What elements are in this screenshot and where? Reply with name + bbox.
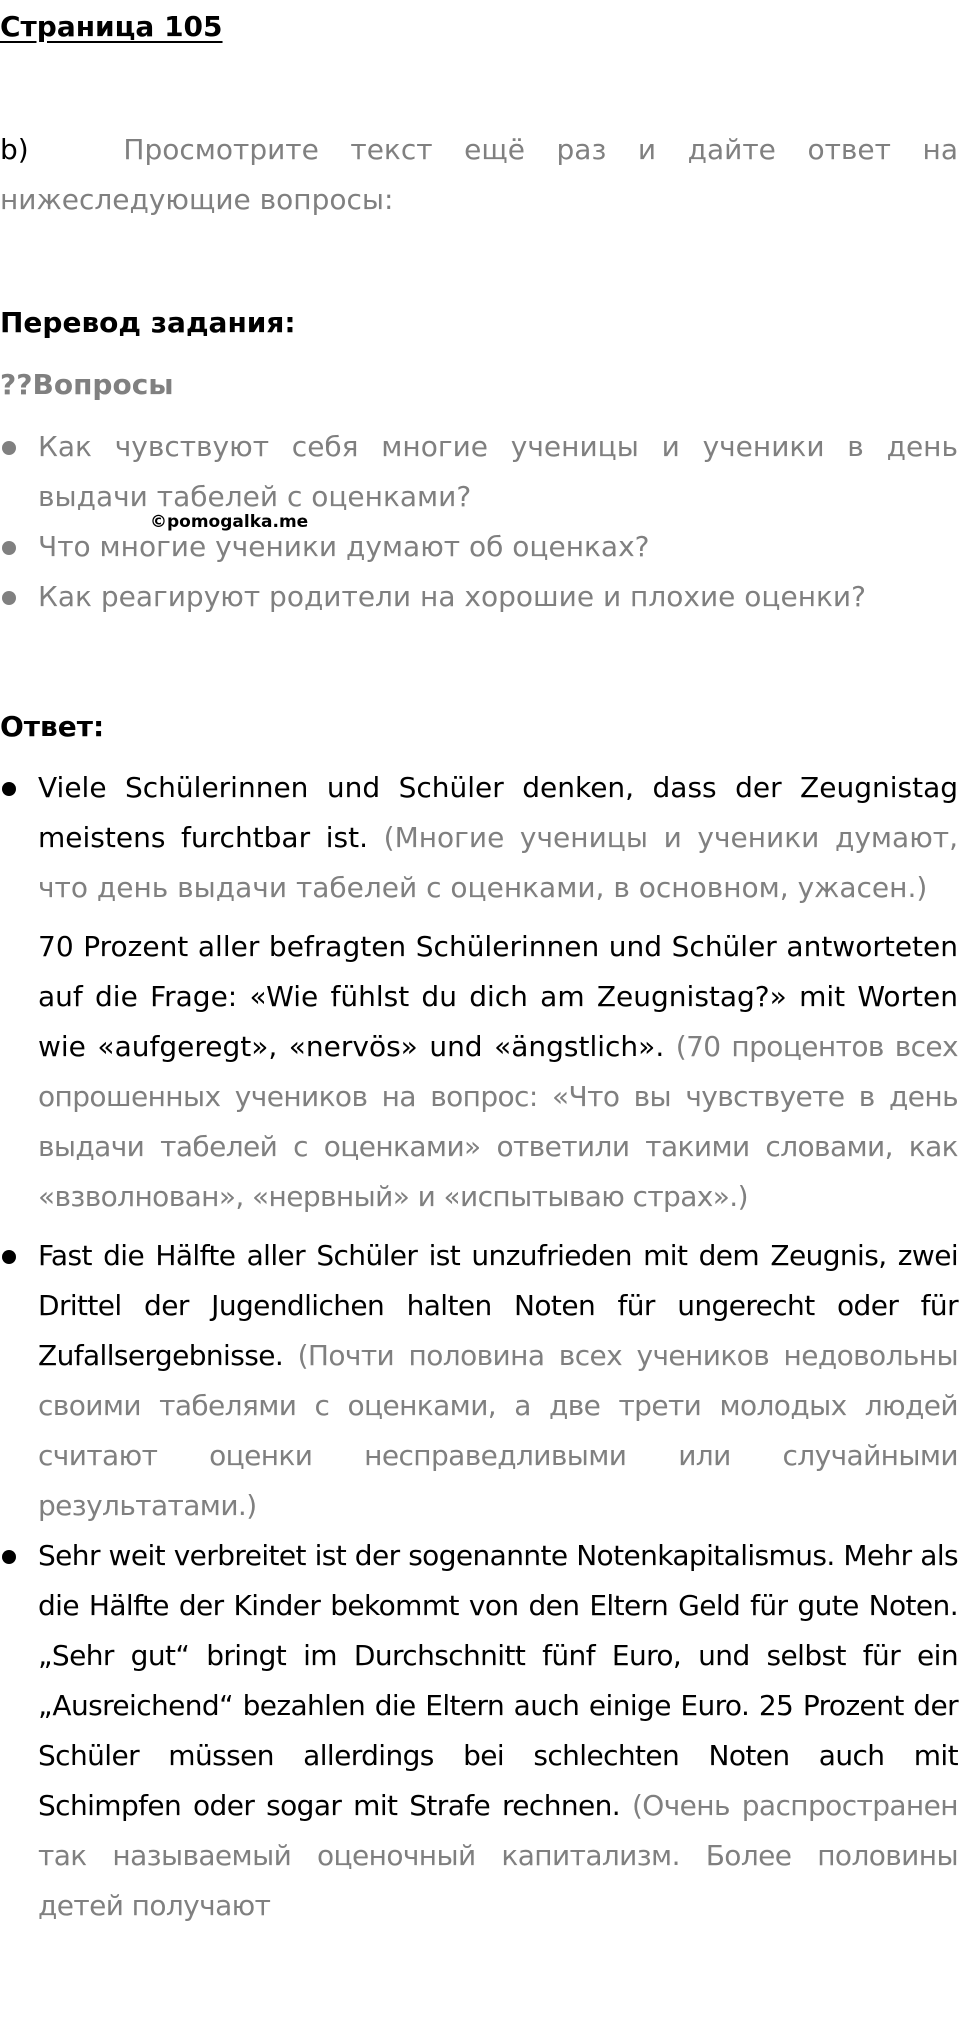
russian-translation: (70 процентов всех опрошенных учеников на вопрос: «Что вы чувствуете в день выдачи табелей с оценками» ответили такими словами, как «взволнован», «нервный» и «испытываю страх».) (38, 1030, 958, 1213)
answer-paragraph (38, 763, 958, 913)
bullet-icon (2, 1250, 16, 1264)
answer-heading: Ответ: (0, 710, 105, 743)
translation-subheading: ??Вопросы (0, 368, 174, 401)
task-text: Просмотрите текст ещё раз и дайте ответ на нижеследующие вопросы: (0, 133, 958, 216)
russian-translation: (Очень распространен так называемый оценочный капитализм. Более половины детей получают (38, 1789, 958, 1922)
task-label: b) (0, 133, 29, 166)
russian-translation: (Почти половина всех учеников недовольны своими табелями с оценками, а две трети молодых людей считают оценки несправедливыми или случайными результатами.) (38, 1339, 958, 1522)
bullet-icon (2, 441, 16, 455)
page-title: Страница 105 (0, 10, 223, 43)
answer-paragraph (38, 1531, 958, 1931)
answer-item (0, 1531, 958, 1931)
task-instruction (0, 125, 958, 225)
answer-paragraph (38, 922, 958, 1222)
question-item (0, 572, 958, 622)
german-text: 70 Prozent aller befragten Schülerinnen und Schüler antworteten auf die Frage: «Wie fühlst du dich am Zeugnistag?» mit Worten wie «aufgeregt», «nervös» und «ängstlich». (38, 930, 958, 1063)
question-item (0, 522, 958, 572)
question-list (0, 422, 958, 622)
watermark: ©pomogalka.me (150, 512, 309, 532)
german-text: Fast die Hälfte aller Schüler ist unzufrieden mit dem Zeugnis, zwei Drittel der Jugendlichen halten Noten für ungerecht oder für Zufallsergebnisse. (38, 1239, 958, 1372)
answer-item (0, 1231, 958, 1531)
bullet-icon (2, 591, 16, 605)
bullet-icon (2, 1550, 16, 1564)
answer-item (0, 763, 958, 1222)
bullet-icon (2, 541, 16, 555)
answer-paragraph (38, 1231, 958, 1531)
question-text: Как чувствуют себя многие ученицы и ученики в день выдачи табелей с оценками? (38, 430, 958, 513)
translation-heading: Перевод задания: (0, 306, 296, 339)
question-item (0, 422, 958, 522)
russian-translation: (Многие ученицы и ученики думают, что день выдачи табелей с оценками, в основном, ужасен.) (38, 821, 958, 904)
answer-list (0, 763, 958, 1931)
german-text: Sehr weit verbreitet ist der sogenannte Notenkapitalismus. Mehr als die Hälfte der Kinder bekommt von den Eltern Geld für gute Noten. „Sehr gut“ bringt im Durchschnitt fünf Euro, und selbst für ein „Ausreichend“ bezahlen die Eltern auch einige Euro. 25 Prozent der Schüler müssen allerdings bei schlechten Noten auch mit Schimpfen oder sogar mit Strafe rechnen. (38, 1539, 958, 1822)
question-text: Что многие ученики думают об оценках? (38, 530, 650, 563)
german-text: Viele Schülerinnen und Schüler denken, dass der Zeugnistag meistens furchtbar ist. (38, 771, 958, 854)
question-text: Как реагируют родители на хорошие и плохие оценки? (38, 580, 866, 613)
bullet-icon (2, 782, 16, 796)
